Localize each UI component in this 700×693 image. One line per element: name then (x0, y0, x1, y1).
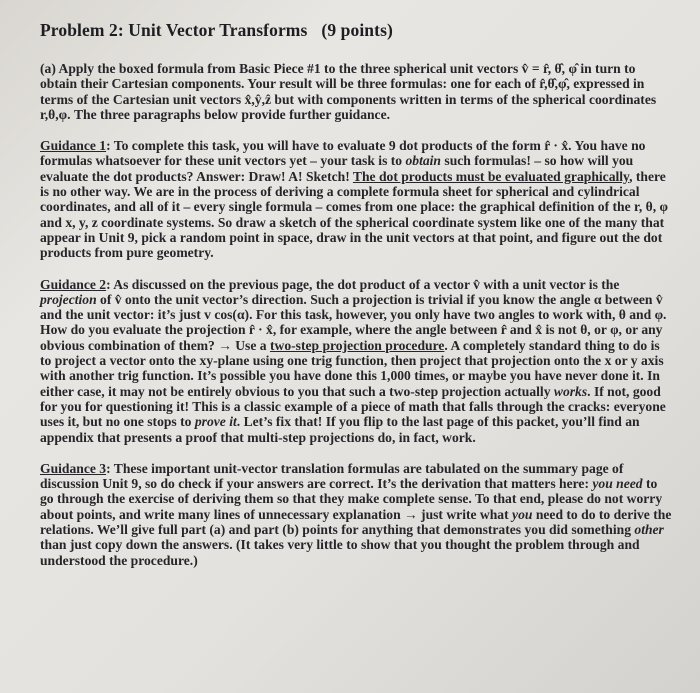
guidance-2-works: works (553, 383, 588, 399)
guidance-3-text-3: need to do to derive the relations. We’ll give full part (a) and part (b) points for anything that demonstrates you did something (40, 506, 672, 538)
guidance-2-text-1: : As discussed on the previous page, the dot product of a vector v̂ with a unit vector is the (106, 276, 620, 292)
title-text: Problem 2: Unit Vector Transforms (40, 20, 308, 40)
guidance-1-underlined: The dot products must be evaluated graphically (352, 168, 630, 184)
guidance-3-other: other (634, 522, 664, 538)
guidance-3-text-4: than just copy down the answers. (It takes very little to show that you thought the problem through and understood the procedure.) (40, 537, 640, 568)
guidance-3-label: Guidance 3 (40, 460, 107, 476)
guidance-1-text-2: such formulas! – so how will you evaluate the dot products? Answer: Draw! A! Sketch! (40, 153, 634, 184)
guidance-1-obtain: obtain (405, 153, 441, 169)
points-text: (9 points) (321, 20, 393, 40)
guidance-1-text-1: : To complete this task, you will have to evaluate 9 dot products of the form r̂ · x̂. You have no formulas whatsoever for these unit vectors yet – your task is to (40, 138, 646, 169)
guidance-2-text-5: . Let’s fix that! If you flip to the last page of this packet, you’ll find an appendix that presents a proof that multi-step projections do, in fact, work. (40, 414, 640, 445)
part-a-paragraph (40, 61, 672, 122)
guidance-1-paragraph (40, 138, 672, 260)
guidance-1-label: Guidance 1 (40, 138, 107, 154)
guidance-2-projection: projection (40, 291, 97, 307)
guidance-2-text-3: . A completely standard thing to do is to project a vector onto the xy-plane using one trig function, then project that projection onto the x or y axis with another trig function. It’s possible you have done this 1,000 times, or maybe you have never done it. In either case, it may not be entirely obvious to you that such a two-step projection actually (40, 337, 664, 399)
guidance-2-text-4: . If not, good for you for questioning it! This is a classic example of a piece of math that falls through the cracks: everyone uses it, but no one stops to (40, 383, 666, 430)
guidance-2-text-2: of v̂ onto the unit vector’s direction. Such a projection is trivial if you know the angle α between v̂ and the unit vector: it’s just v cos(α). For this task, however, you only have two angles to work with, θ and φ. How do you evaluate the projection r̂ · x̂, for example, where the angle between r̂ and x̂ is not θ, or φ, or any obvious combination of them? → Use a (40, 291, 667, 353)
guidance-3-text-1: : These important unit-vector translation formulas are tabulated on the summary page of discussion Unit 9, so do check if your answers are correct. It’s the derivation that matters here: (40, 460, 624, 492)
guidance-2-bold-underlined: two-step projection procedure (269, 337, 445, 353)
part-a-text: (a) Apply the boxed formula from Basic Piece #1 to the three spherical unit vectors v̂ = r̂, θ̂, φ̂ in turn to obtain their Cartesian components. Your result will be three formulas: one for each of r̂,θ̂,φ̂, expressed in terms of the Cartesian unit vectors x̂,ŷ,ẑ but with components written in terms of the spherical coordinates r,θ,φ. The three paragraphs below provide further guidance. (40, 61, 657, 122)
guidance-2-paragraph (40, 277, 672, 445)
guidance-3-you: you (512, 506, 533, 522)
guidance-2-label: Guidance 2 (40, 276, 107, 292)
guidance-3-text-2: to go through the exercise of deriving them so that they make complete sense. To that end, please do not worry about points, and write many lines of unnecessary explanation → just write what (40, 476, 663, 522)
guidance-1-text-3: , there is no other way. We are in the process of deriving a complete formula sheet for spherical and cylindrical coordinates, and all of it – every single formula – comes from one place: the graphical definition of the r, θ, φ and x, y, z coordinate systems. So draw a sketch of the spherical coordinate system like one of the many that appear in Unit 9, pick a random point in space, draw in the unit vectors at that point, and figure out the dot products from pure geometry. (40, 168, 668, 261)
guidance-2-prove: prove it (194, 414, 237, 430)
guidance-3-paragraph (40, 461, 672, 568)
problem-title (40, 20, 672, 41)
guidance-3-you-need: you need (592, 476, 643, 492)
